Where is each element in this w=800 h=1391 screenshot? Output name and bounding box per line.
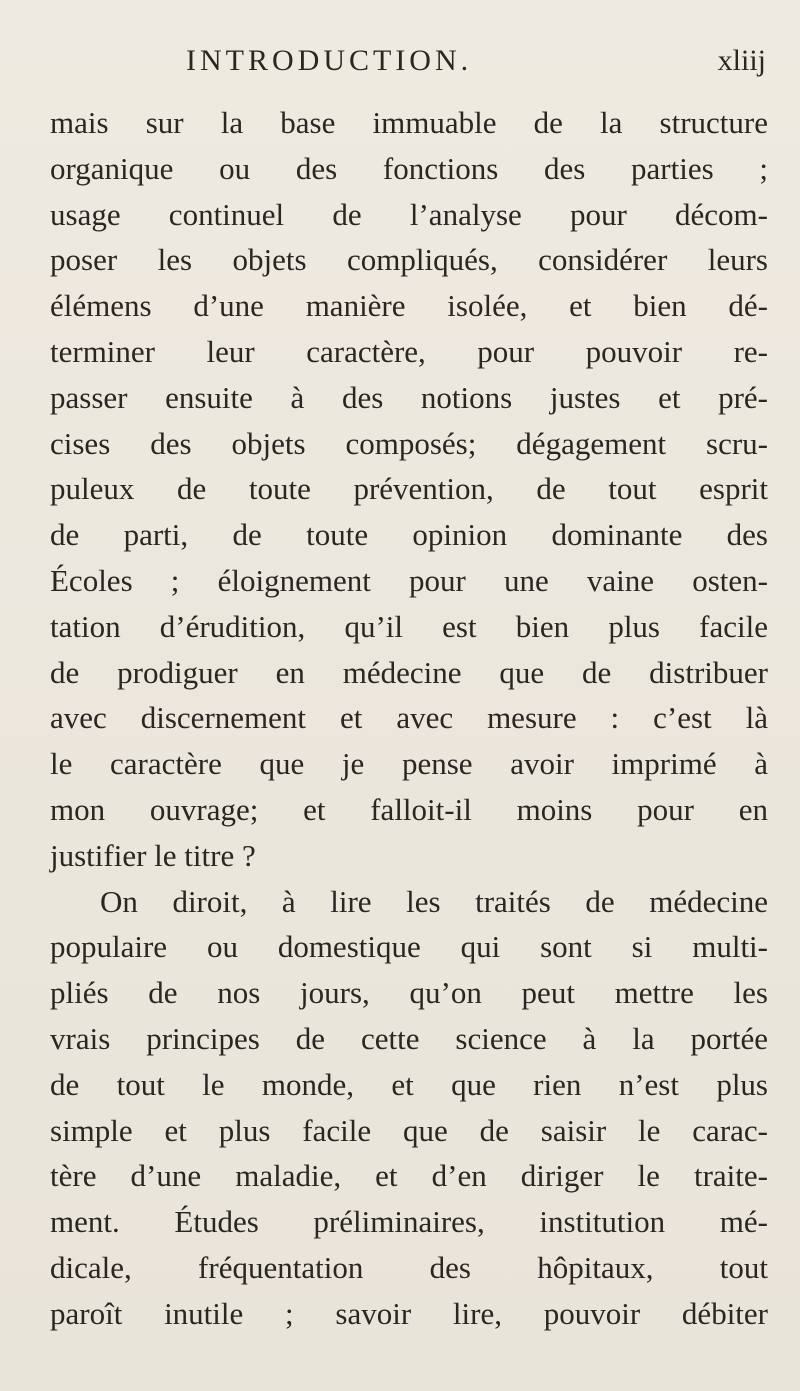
text-line: élémens d’une manière isolée, et bien dé-: [50, 288, 768, 324]
text-line: mon ouvrage; et falloit-il moins pour en: [50, 791, 768, 827]
text-line: usage continuel de l’analyse pour décom-: [50, 196, 768, 232]
text-line: cises des objets composés; dégagement scru-: [50, 425, 768, 461]
text-line: populaire ou domestique qui sont si multi-: [50, 929, 768, 965]
text-line: passer ensuite à des notions justes et pré-: [50, 379, 768, 415]
text-line: simple et plus facile que de saisir le carac-: [50, 1112, 768, 1148]
text-line: avec discernement et avec mesure : c’est là: [50, 700, 768, 736]
page-header: [186, 44, 766, 84]
text-line: pliés de nos jours, qu’on peut mettre les: [50, 975, 768, 1011]
text-line: paroît inutile ; savoir lire, pouvoir débiter: [50, 1295, 768, 1331]
body-text: [50, 100, 768, 1337]
text-line: On diroit, à lire les traités de médecine: [100, 883, 768, 919]
text-line: le caractère que je pense avoir imprimé à: [50, 746, 768, 782]
text-line: terminer leur caractère, pour pouvoir re-: [50, 333, 768, 369]
text-line: poser les objets compliqués, considérer leurs: [50, 242, 768, 278]
text-line: puleux de toute prévention, de tout esprit: [50, 471, 768, 507]
text-line: mais sur la base immuable de la structure: [50, 105, 768, 140]
text-line: vrais principes de cette science à la portée: [50, 1020, 768, 1056]
running-head: INTRODUCTION.: [186, 44, 473, 77]
paragraph-2: [50, 879, 768, 1337]
text-line: organique ou des fonctions des parties ;: [50, 150, 768, 186]
text-line: Écoles ; éloignement pour une vaine osten-: [50, 562, 768, 598]
text-line: justifier le titre ?: [50, 837, 256, 873]
text-line: ment. Études préliminaires, institution mé-: [50, 1204, 768, 1240]
text-line: dicale, fréquentation des hôpitaux, tout: [50, 1249, 768, 1285]
text-line: de tout le monde, et que rien n’est plus: [50, 1066, 768, 1102]
text-line: de parti, de toute opinion dominante des: [50, 517, 768, 553]
text-line: tation d’érudition, qu’il est bien plus facile: [50, 608, 768, 644]
text-line: de prodiguer en médecine que de distribuer: [50, 654, 768, 690]
page-number: xliij: [717, 44, 766, 77]
text-line: tère d’une maladie, et d’en diriger le traite-: [50, 1158, 768, 1194]
paragraph-1: [50, 100, 768, 879]
